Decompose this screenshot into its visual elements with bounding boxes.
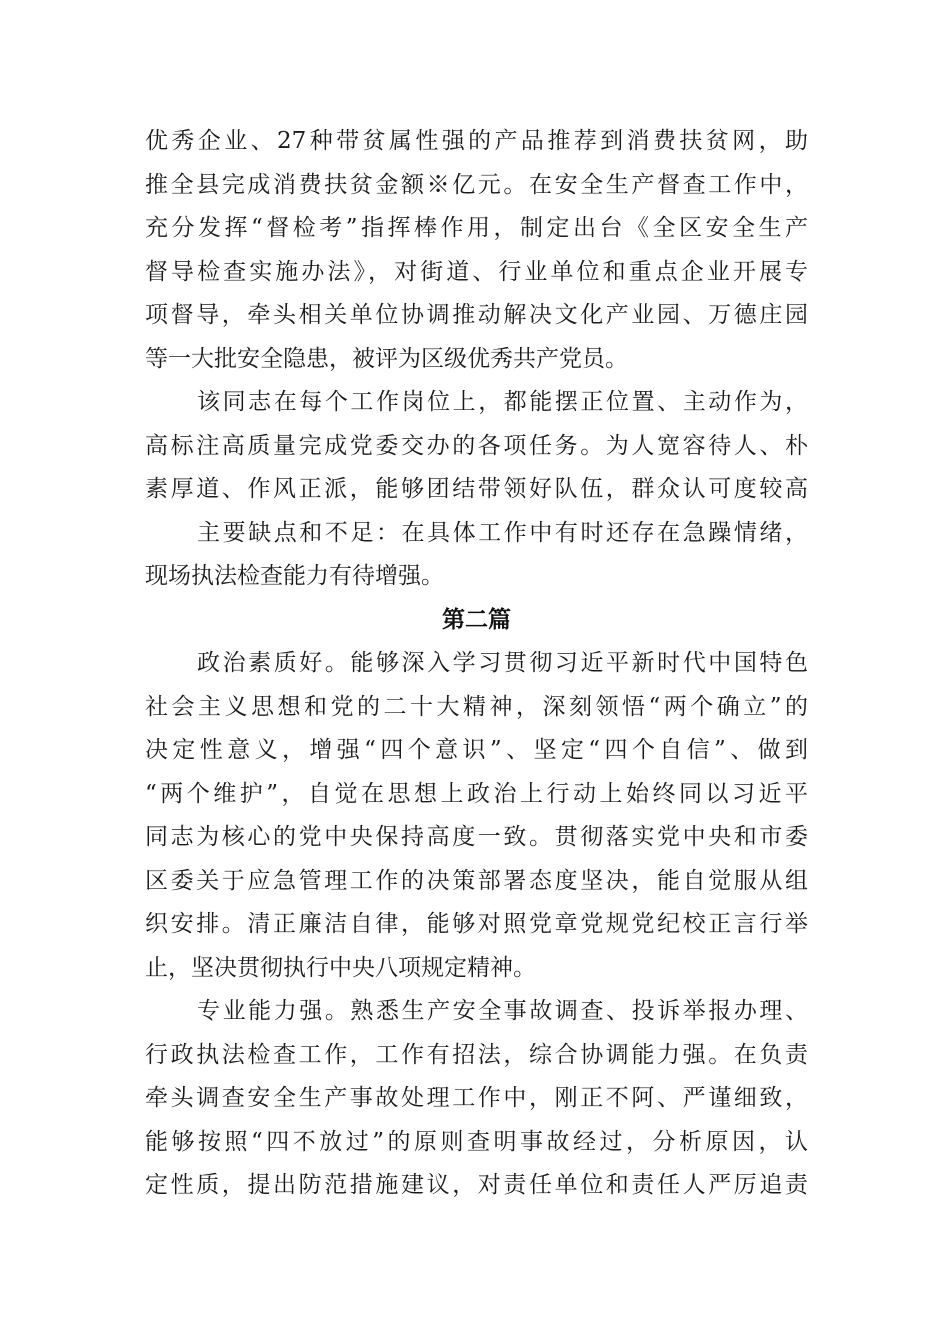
text-line: “两个维护”，自觉在思想上政治上行动上始终同以习近平 [145, 780, 808, 807]
text-line: 督导检查实施办法》，对街道、行业单位和重点企业开展专 [145, 258, 808, 285]
text-line: 高标注高质量完成党委交办的各项任务。为人宽容待人、朴 [145, 432, 808, 459]
text-line: 现场执法检查能力有待增强。 [145, 563, 444, 589]
text-line: 等一大批安全隐患，被评为区级优秀共产党员。 [145, 345, 628, 372]
text-line: 同志为核心的党中央保持高度一致。贯彻落实党中央和市委 [145, 824, 808, 850]
text-line: 推全县完成消费扶贫金额※亿元。在安全生产督查工作中， [145, 171, 808, 198]
text-line: 项督导，牵头相关单位协调推动解决文化产业园、万德庄园 [145, 302, 808, 328]
text-line: 素厚道、作风正派，能够团结带领好队伍，群众认可度较高 [145, 476, 808, 502]
text-line: 织安排。清正廉洁自律，能够对照党章党规党纪校正言行举 [145, 911, 808, 937]
section-heading: 第二篇 [442, 606, 511, 633]
text-line: 专业能力强。熟悉生产安全事故调查、投诉举报办理、 [197, 998, 808, 1024]
text-line: 区委关于应急管理工作的决策部署态度坚决，能自觉服从组 [145, 867, 808, 894]
paragraph-continued [145, 120, 808, 381]
document-page [145, 120, 808, 1208]
text-line: 政治素质好。能够深入学习贯彻习近平新时代中国特色 [197, 650, 808, 676]
text-line: 行政执法检查工作，工作有招法，综合协调能力强。在负责 [145, 1041, 808, 1068]
text-line: 社会主义思想和党的二十大精神，深刻领悟“两个确立”的 [145, 693, 808, 720]
text-line: 充分发挥“督检考”指挥棒作用，制定出台《全区安全生产 [145, 215, 808, 241]
text-line: 优秀企业、27种带贫属性强的产品推荐到消费扶贫网，助 [145, 128, 808, 154]
text-line: 主要缺点和不足：在具体工作中有时还存在急躁情绪， [197, 519, 808, 546]
text-line: 定性质，提出防范措施建议，对责任单位和责任人严厉追责 [145, 1172, 808, 1198]
paragraph-political-quality [145, 642, 808, 990]
text-line: 能够按照“四不放过”的原则查明事故经过，分析原因，认 [145, 1128, 808, 1155]
paragraph-assessment [145, 381, 808, 512]
text-line: 该同志在每个工作岗位上，都能摆正位置、主动作为， [197, 389, 808, 415]
paragraph-professional-ability [145, 990, 808, 1208]
text-line: 牵头调查安全生产事故处理工作中，刚正不阿、严谨细致， [145, 1085, 808, 1111]
text-line: 决定性意义，增强“四个意识”、坚定“四个自信”、做到 [145, 737, 808, 763]
paragraph-shortcomings [145, 512, 808, 599]
text-line: 止，坚决贯彻执行中央八项规定精神。 [145, 954, 536, 981]
